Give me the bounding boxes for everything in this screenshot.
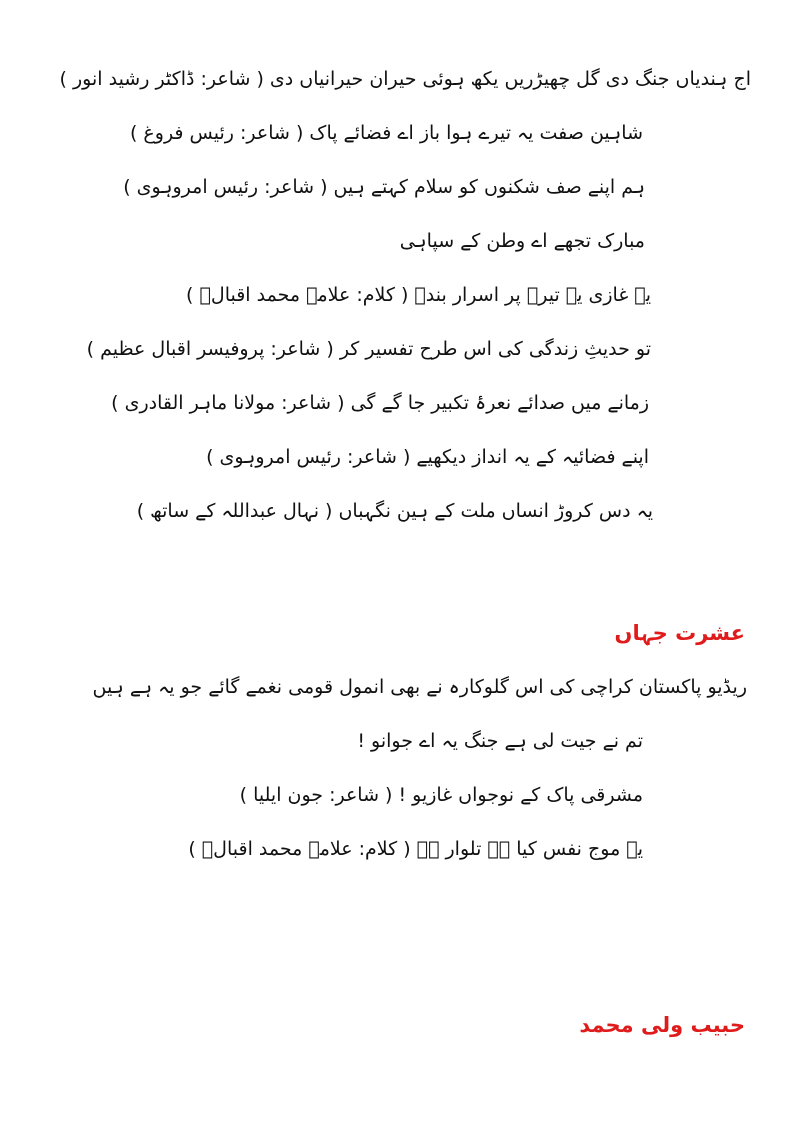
singer-heading-habib-wali-muhammad: حبیب ولی محمد <box>579 1013 745 1037</box>
song-line-6: تو حدیثِ زندگی کی اس طرح تفسیر کر ( شاعر: پروفیسر اقبال عظیم ) <box>86 338 651 360</box>
singer-heading-ishrat-jahan: عشرت جہاں <box>614 621 745 645</box>
song-line-3: ہم اپنے صف شکنوں کو سلام کہتے ہیں ( شاعر: رئیس امروہوی ) <box>123 176 645 198</box>
song-line-4: مبارک تجھے اے وطن کے سپاہی <box>399 230 645 252</box>
song-line-8: اپنے فضائیہ کے یہ انداز دیکھیے ( شاعر: رئیس امروہوی ) <box>206 446 649 468</box>
song-line-5: یہ غازی یہ تیرے پر اسرار بندے ( کلام: علامہ محمد اقبالؒ ) <box>186 284 651 306</box>
song-line-1: اج ہندیاں جنگ دی گل چھیڑریں یکھ ہوئی حیران حیرانیاں دی ( شاعر: ڈاکٹر رشید انور ) <box>59 68 751 90</box>
singer-intro: ریڈیو پاکستان کراچی کی اس گلوکارہ نے بھی انمول قومی نغمے گائے جو یہ ہے ہیں <box>92 676 747 698</box>
song-line-11: مشرقی پاک کے نوجواں غازیو ! ( شاعر: جون ایلیا ) <box>239 784 643 806</box>
song-line-7: زمانے میں صدائے نعرۂ تکبیر جا گے گی ( شاعر: مولانا ماہر القادری ) <box>111 392 649 414</box>
song-line-10: تم نے جیت لی ہے جنگ یہ اے جوانو ! <box>357 730 643 752</box>
song-line-2: شاہین صفت یہ تیرے ہوا باز اے فضائے پاک ( شاعر: رئیس فروغ ) <box>129 122 643 144</box>
song-line-9: یہ دس کروڑ انساں ملت کے ہین نگہباں ( نہال عبداللہ کے ساتھ ) <box>136 500 653 522</box>
song-line-12: یہ موج نفس کیا ہے تلوار ہے ( کلام: علامہ محمد اقبالؒ ) <box>188 838 643 860</box>
